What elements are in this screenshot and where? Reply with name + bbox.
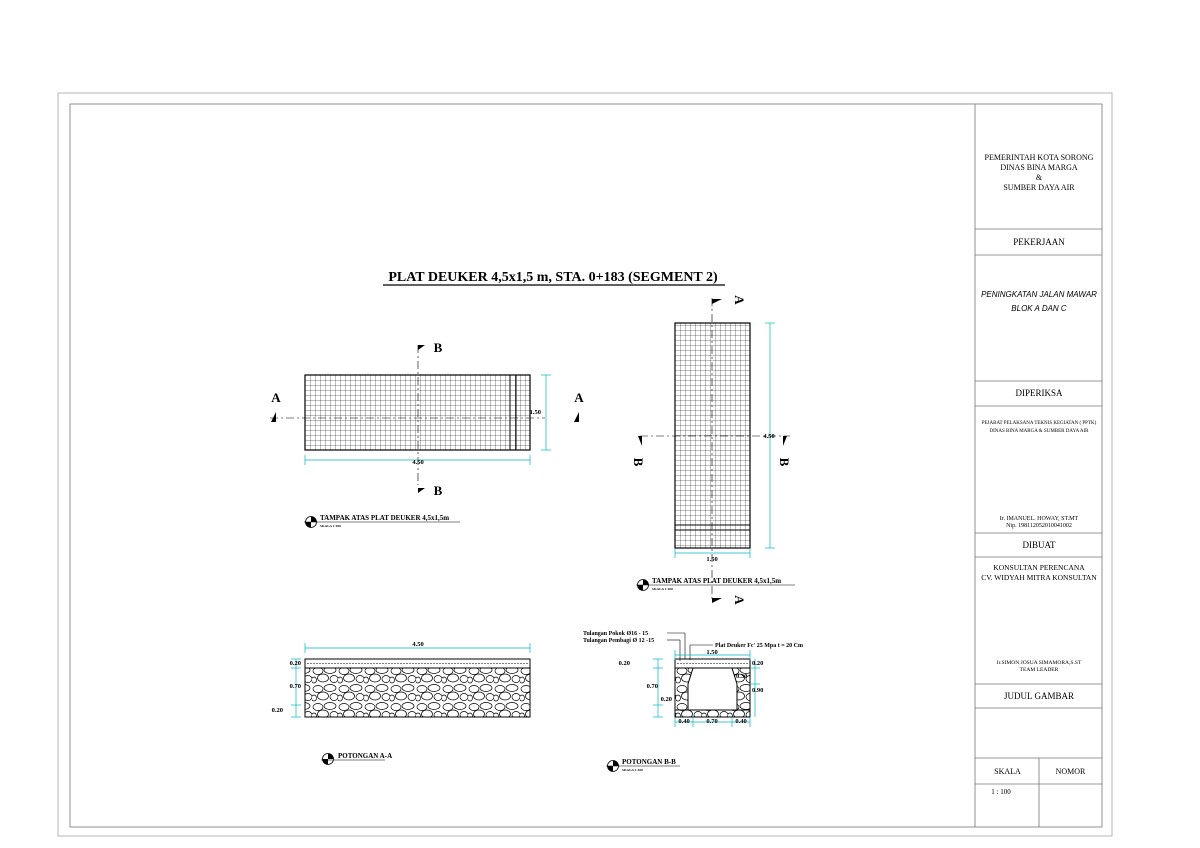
plan-1-section-b-top: B	[433, 340, 443, 355]
section-aa-dim-3: 0.20	[271, 707, 283, 714]
section-bb-bottom-dim-1: 0.40	[678, 718, 690, 725]
plan-1-width-dim: 1.50	[529, 409, 541, 416]
checked-description	[976, 420, 1102, 436]
section-bb-scale: SKALA 1:100	[622, 768, 643, 772]
section-bb-note-3: Plat Deuker Fc' 25 Mpa t = 20 Cm	[715, 643, 803, 649]
section-bb-caption: POTONGAN B-B	[622, 758, 676, 766]
section-bb-bottom-dim-2: 0.70	[706, 718, 718, 725]
section-bb-left-dim-3: 0.20	[660, 696, 672, 703]
section-bb-left-dim-2: 0.70	[646, 683, 658, 690]
work-header: PEKERJAAN	[1013, 237, 1065, 247]
plan-1-section-a-right: A	[574, 390, 584, 405]
number-header: NOMOR	[1055, 767, 1086, 776]
consultant-line-1: KONSULTAN PERENCANA	[993, 563, 1085, 572]
drawing-title: PLAT DEUKER 4,5x1,5 m, STA. 0+183 (SEGMENT 2)	[388, 270, 718, 285]
work-description	[976, 288, 1102, 316]
section-bb-width-dim: 1.50	[706, 649, 718, 656]
scale-header: SKALA	[994, 767, 1021, 776]
checker-name: Ir. IMANUEL. HOWAY, ST.MT	[999, 516, 1079, 522]
section-bb-bottom-dim-3: 0.40	[735, 718, 747, 725]
plan-2-caption: TAMPAK ATAS PLAT DEUKER 4,5x1,5m	[652, 577, 782, 585]
plan-1-length-dim: 4.50	[412, 459, 424, 466]
plan-2-section-a-bottom: A	[732, 595, 747, 605]
section-bb-note-1: Tulangan Pokok Ø16 - 15	[583, 631, 649, 637]
section-bb-left-dim-1: 0.20	[618, 660, 630, 667]
outer-border	[58, 93, 1112, 836]
plan-view-1	[270, 340, 584, 528]
plan-1-scale: SKALA 1:100	[320, 524, 341, 528]
inner-border	[70, 104, 1102, 827]
plan-2-length-dim: 4.50	[763, 433, 775, 440]
drawing-title-header: JUDUL GAMBAR	[1004, 691, 1074, 701]
plan-1-section-b-bottom: B	[433, 483, 443, 498]
consultant-line-2: CV. WIDYAH MITRA KONSULTAN	[981, 573, 1097, 582]
plan-2-scale: SKALA 1:100	[652, 587, 673, 591]
section-aa-dim-2: 0.70	[289, 683, 301, 690]
checked-line-1: PEJABAT PELAKSANA TEKNIS KEGIATAN ( PPTK)	[981, 421, 1097, 426]
plan-1-section-a-left: A	[271, 390, 281, 405]
section-bb-right-dim-1: 0.20	[752, 660, 764, 667]
work-line-1: PENINGKATAN JALAN MAWAR	[981, 290, 1097, 299]
section-bb-floor	[675, 710, 750, 717]
checker-signature	[976, 516, 1102, 530]
section-bb-right-dim-2: 0.30	[736, 673, 748, 680]
section-bb	[583, 631, 803, 772]
plan-2-width-dim: 1.50	[706, 556, 718, 563]
checked-header: DIPERIKSA	[1015, 388, 1063, 398]
section-bb-note-2: Tulangan Pembagi Ø 12 -15	[583, 638, 655, 644]
owner-block	[976, 153, 1102, 193]
work-line-2: BLOK A DAN C	[1011, 304, 1067, 313]
owner-line-1: PEMERINTAH KOTA SORONG	[984, 153, 1094, 162]
leader-signature	[976, 660, 1102, 674]
plan-2-section-b-left: B	[631, 457, 646, 467]
section-aa-dim-1: 0.20	[289, 660, 301, 667]
scale-value: 1 : 100	[991, 788, 1011, 796]
consultant-block	[976, 563, 1102, 583]
section-bb-right-dim-3: 0.90	[752, 687, 764, 694]
owner-line-3: &	[1035, 173, 1043, 182]
section-aa-masonry	[305, 668, 530, 717]
section-aa-caption: POTONGAN A-A	[338, 752, 393, 760]
plan-2-slab	[675, 323, 750, 548]
plan-1-caption: TAMPAK ATAS PLAT DEUKER 4,5x1,5m	[320, 514, 450, 522]
title-block-frame	[975, 104, 1102, 827]
owner-line-4: SUMBER DAYA AIR	[1003, 183, 1075, 192]
leader-role: TEAM LEADER	[1019, 667, 1059, 673]
section-aa-length-dim: 4.50	[412, 641, 424, 648]
plan-1-slab	[305, 375, 530, 450]
plan-2-section-a-top: A	[732, 295, 747, 305]
leader-name: Ir.SIMON JOSUA SIMAMORA,S.ST	[996, 660, 1082, 666]
plan-2-section-b-right: B	[777, 457, 792, 467]
owner-line-2: DINAS BINA MARGA	[1000, 163, 1078, 172]
checker-nip: Nip. 198112052010041002	[1006, 523, 1072, 529]
plan-view-2	[631, 295, 795, 605]
made-header: DIBUAT	[1022, 540, 1056, 550]
checked-line-2: DINAS BINA MARGA & SUMBER DAYA AIR	[989, 429, 1089, 434]
section-aa	[272, 641, 530, 765]
